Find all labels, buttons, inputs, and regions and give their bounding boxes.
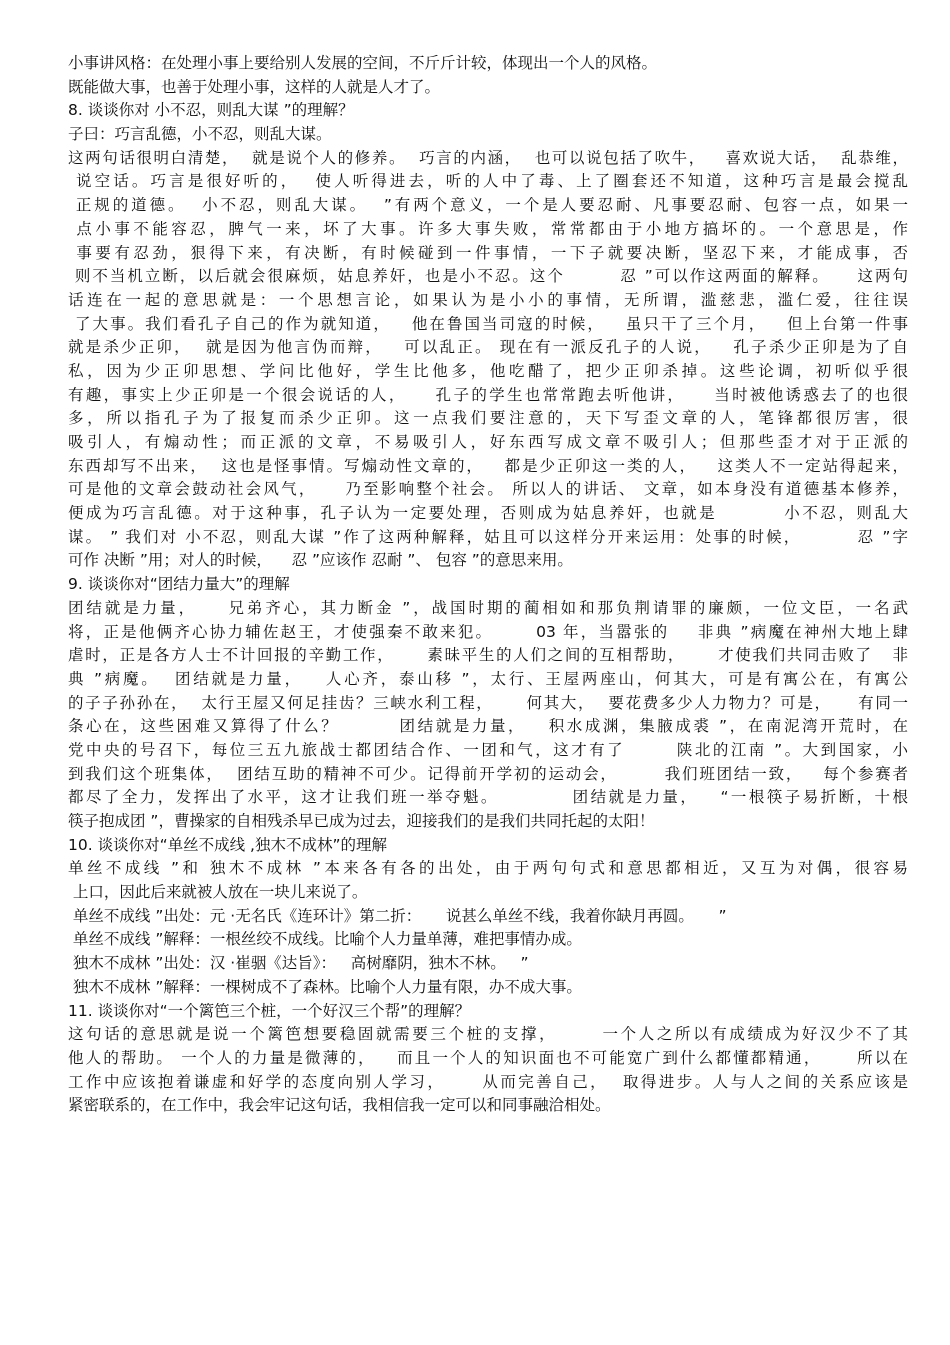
text-line: 的子子孙孙在， 太行王屋又何足挂齿？三峡水利工程， 何其大， 要花费多少人力物力？可是， 有同一 [68,693,908,712]
text-line: 典 ”病魔。 团结就是力量， 人心齐，泰山移 ”，太行、王屋两座山，何其大，可是有寓公在，有寓公 [68,669,908,688]
text-line: 子曰：巧言乱德，小不忍，则乱大谋。 [68,125,332,144]
text-line: 筷子抱成团 ”，曹操家的自相残杀早已成为过去，迎接我们的是我们共同托起的太阳！ [68,812,655,830]
text-line: 东西却写不出来， 这也是怪事情。写煽动性文章的， 都是少正卯这一类的人， 这类人不一定站得起来， [68,456,908,475]
text-line: 单丝不成线 ”解释：一根丝绞不成线。比喻个人力量单薄，难把事情办成。 [68,930,582,949]
text-line: 话连在一起的意思就是：一个思想言论，如果认为是小小的事情，无所谓，滥慈悲，滥仁爱，往往误 [68,290,908,309]
text-line: 这两句话很明白清楚， 就是说个人的修养。 巧言的内涵， 也可以说包括了吹牛， 喜欢说大话， 乱恭维， [68,148,908,167]
text-line: 他人的帮助。 一个人的力量是微薄的， 而且一个人的知识面也不可能宽广到什么都懂都精通， 所以在 [68,1048,908,1067]
text-line: 单丝不成线 ”出处：元 ·无名氏《连环计》第二折： 说甚么单丝不线，我着你缺月再圆。 ” [68,906,727,925]
text-line: 可作 决断 ”用；对人的时候， 忍 ”应该作 忍耐 ”、 包容 ”的意思来用。 [68,551,573,570]
text-line: 谋。 ” 我们对 小不忍，则乱大谋 ”作了这两种解释，姑且可以这样分开来运用：处事的时候， 忍 ”字 [68,527,908,546]
text-line: 单丝不成线 ”和 独木不成林 ”本来各有各的出处，由于两句句式和意思都相近，又互为对偶，很容易 [68,859,908,878]
text-line: 到我们这个班集体， 团结互助的精神不可少。记得前开学初的运动会， 我们班团结一致， 每个参赛者 [68,764,908,783]
text-line: 条心在，这些困难又算得了什么？ 团结就是力量， 积水成渊，集腋成裘 ”，在南泥湾开荒时，在 [68,717,908,736]
text-line: 事要有忍劲，狠得下来，有决断，有时候碰到一件事情，一下子就要决断，坚忍下来，才能成事，否 [68,243,908,262]
text-line: 正规的道德。 小不忍，则乱大谋。 ”有两个意义，一个是人要忍耐、凡事要忍耐、包容一点，如果一 [68,196,908,215]
text-line: 党中央的号召下，每位三五九旅战士都团结合作、一团和气，这才有了 陕北的江南 ”。大到国家，小 [68,740,908,759]
text-line: 就是杀少正卯， 就是因为他言伪而辩， 可以乱正。 现在有一派反孔子的人说， 孔子杀少正卯是为了自 [68,338,908,357]
text-line: 将，正是他俩齐心协力辅佐赵王，才使强秦不敢来犯。 03 年，当嚣张的 非典 ”病魔在神州大地上肆 [68,622,908,641]
text-line: 有趣，事实上少正卯是一个很会说话的人， 孔子的学生也常常跑去听他讲， 当时被他诱惑去了的也很 [68,385,908,404]
text-line: 了大事。我们看孔子自己的作为就知道， 他在鲁国当司寇的时候， 虽只干了三个月， 但上台第一件事 [68,314,908,333]
text-line: 紧密联系的，在工作中，我会牢记这句话，我相信我一定可以和同事融洽相处。 [68,1096,611,1115]
text-line: 小事讲风格：在处理小事上要给别人发展的空间，不斤斤计较，体现出一个人的风格。 [68,54,658,72]
text-line: 8. 谈谈你对 小不忍，则乱大谋 ”的理解？ [68,101,354,120]
text-line: 便成为巧言乱德。对于这种事，孔子认为一定要处理，否则成为姑息养奸，也就是 小不忍，则乱大 [68,504,908,523]
text-line: 多，所以指孔子为了报复而杀少正卯。这一点我们要注意的，天下写歪文章的人，笔锋都很厉害，很 [68,409,908,428]
text-line: 团结就是力量， 兄弟齐心，其力断金 ”，战国时期的蔺相如和那负荆请罪的廉颇，一位文臣，一名武 [68,598,908,617]
text-line: 工作中应该抱着谦虚和好学的态度向别人学习， 从而完善自己， 取得进步。人与人之间的关系应该是 [68,1072,908,1091]
document-body [68,52,908,1118]
text-line: 私，因为少正卯思想、学问比他好，学生比他多，他吃醋了，把少正卯杀掉。这些论调，初听似乎很 [68,361,908,380]
text-line: 11. 谈谈你对“一个篱笆三个桩，一个好汉三个帮”的理解？ [68,1001,471,1020]
text-line: 虐时，正是各方人士不计回报的辛勤工作， 素昧平生的人们之间的互相帮助， 才使我们共同击败了 非 [68,646,908,665]
text-line: 都尽了全力，发挥出了水平，这才让我们班一举夺魁。 团结就是力量， “一根筷子易折断，十根 [68,788,908,807]
text-line: 说空话。巧言是很好听的， 使人听得进去，听的人中了毒、上了圈套还不知道，这种巧言是最会搅乱 [68,172,908,191]
text-line: 9. 谈谈你对“团结力量大”的理解 [68,575,290,594]
text-line: 这句话的意思就是说一个篱笆想要稳固就需要三个桩的支撑， 一个人之所以有成绩成为好汉少不了其 [68,1025,908,1044]
text-line: 10. 谈谈你对“单丝不成线 ,独木不成林”的理解 [68,835,387,854]
text-line: 上口，因此后来就被人放在一块儿来说了。 [68,883,368,902]
text-line: 独木不成林 ”解释：一棵树成不了森林。比喻个人力量有限，办不成大事。 [68,977,582,996]
text-line: 则不当机立断，以后就会很麻烦，姑息养奸，也是小不忍。这个 忍 ”可以作这两面的解释。 这两句 [68,267,908,286]
text-line: 既能做大事，也善于处理小事，这样的人就是人才了。 [68,77,441,96]
text-line: 吸引人，有煽动性；而正派的文章，不易吸引人，好东西写成文章不吸引人；但那些歪才对于正派的 [68,433,908,451]
text-line: 点小事不能容忍，脾气一来，坏了大事。许多大事失败，常常都由于小地方搞坏的。一个意思是，作 [68,219,908,238]
text-line: 独木不成林 ”出处：汉 ·崔骃《达旨》： 高树靡阴，独木不林。 ” [68,954,529,973]
text-line: 可是他的文章会鼓动社会风气， 乃至影响整个社会。 所以人的讲话、 文章，如本身没有道德基本修养， [68,480,908,499]
